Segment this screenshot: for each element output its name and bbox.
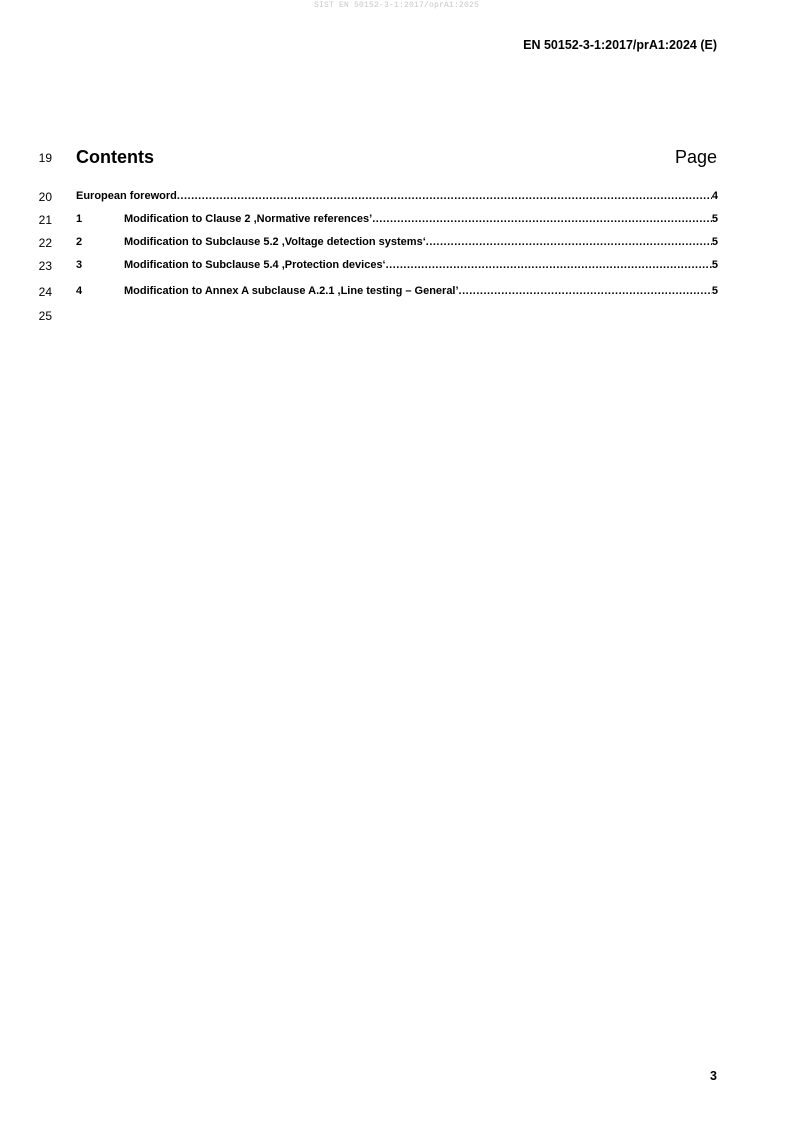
line-number: 22 <box>38 236 52 250</box>
toc-entry-title: Modification to Subclause 5.2 ,Voltage detection systems‘ <box>124 236 426 248</box>
toc-entry-4[interactable] <box>76 285 718 301</box>
toc-dot-leader <box>459 285 712 297</box>
toc-entry-title: Modification to Subclause 5.4 ,Protection devices‘ <box>124 259 386 271</box>
toc-entry-number: 1 <box>76 213 83 225</box>
toc-entry-page: 5 <box>711 213 718 225</box>
toc-entry-title: Modification to Annex A subclause A.2.1 ,Line testing – General’ <box>124 285 459 297</box>
line-number: 24 <box>38 285 52 299</box>
toc-entry-page: 5 <box>711 259 718 271</box>
line-number: 23 <box>38 259 52 273</box>
watermark: SIST EN 50152-3-1:2017/oprA1:2025 <box>313 1 480 10</box>
document-id: EN 50152-3-1:2017/prA1:2024 (E) <box>523 38 717 52</box>
toc-entry-page: 4 <box>711 190 718 202</box>
line-number: 21 <box>38 213 52 227</box>
toc-entry-1[interactable] <box>76 213 718 229</box>
toc-entry-number: 4 <box>76 285 83 297</box>
page-column-label: Page <box>674 147 717 167</box>
toc-dot-leader <box>426 236 712 248</box>
toc-entry-page: 5 <box>711 236 718 248</box>
line-number: 20 <box>38 190 52 204</box>
toc-entry-title: European foreword <box>76 190 177 202</box>
toc-entry-page: 5 <box>711 285 718 297</box>
toc-dot-leader <box>372 213 712 225</box>
toc-entry-title: Modification to Clause 2 ,Normative references’ <box>124 213 373 225</box>
toc-entry-number: 2 <box>76 236 83 248</box>
toc-entry-3[interactable] <box>76 259 718 275</box>
page-number: 3 <box>710 1069 717 1083</box>
toc-entry-european-foreword[interactable] <box>76 190 718 206</box>
toc-entry-number: 3 <box>76 259 83 271</box>
line-number: 19 <box>38 151 52 165</box>
contents-heading: Contents <box>76 147 154 167</box>
toc-dot-leader <box>386 259 712 271</box>
line-number: 25 <box>38 309 52 323</box>
toc-entry-2[interactable] <box>76 236 718 252</box>
toc-dot-leader <box>177 190 712 202</box>
